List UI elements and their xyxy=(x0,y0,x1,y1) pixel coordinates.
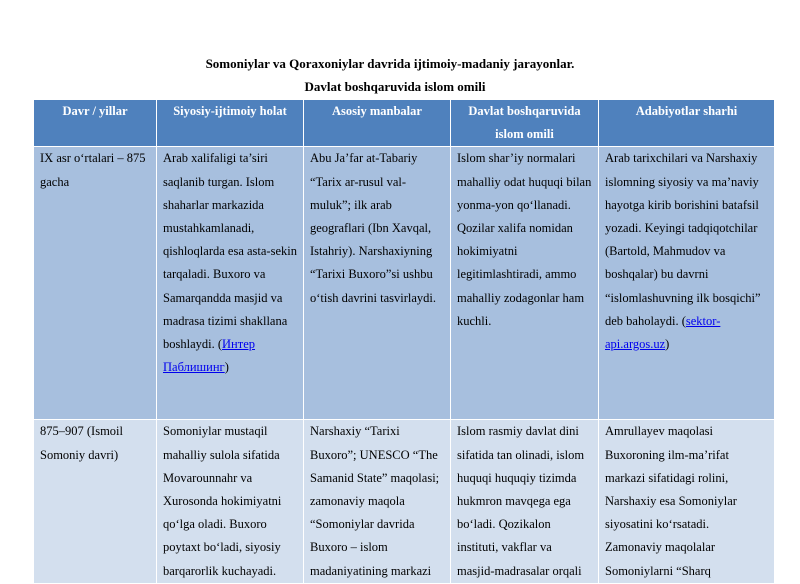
cell-literature-text: Arab tarixchilari va Narshaxiy islomning siyosiy va ma’naviy hayotga kirib borishini batafsil yozadi. Keyingi tadqiqotchilar (Bartold, Mahmudov va boshqalar) bu davrni “islomlashuvning ilk bosqichi” deb baholaydi. xyxy=(605,151,761,328)
cell-politics-text: Arab xalifaligi ta’siri saqlanib turgan. Islom shaharlar markazida mustahkamlanadi, qishloqlarda esa asta-sekin tarqaladi. Buxoro va Samarqandda masjid va madrasa tizimi shakllana boshlaydi. xyxy=(163,151,297,352)
cell-islam-factor: Islom shar’iy normalari mahalliy odat huquqi bilan yonma-yon qoʻllanadi. Qozilar xalifa nomidan hokimiyatni legitimlashtiradi, ammo mahalliy zodagonlar ham kuchli. xyxy=(451,147,599,420)
header-period: Davr / yillar xyxy=(34,100,157,147)
header-politics: Siyosiy-ijtimoiy holat xyxy=(157,100,304,147)
cell-politics: Arab xalifaligi ta’siri saqlanib turgan. Islom shaharlar markazida mustahkamlanadi, qishloqlarda esa asta-sekin tarqaladi. Buxoro va Samarqandda masjid va madrasa tizimi shakllana boshlaydi. (Интер Паблишинг) xyxy=(157,147,304,420)
cell-politics: Somoniylar mustaqil mahalliy sulola sifatida Movarounnahr va Xurosonda hokimiyatni qoʻlga oladi. Buxoro poytaxt boʻladi, siyosiy barqarorlik kuchayadi. xyxy=(157,420,304,583)
header-sources: Asosiy manbalar xyxy=(304,100,451,147)
cell-literature: Amrullayev maqolasi Buxoroning ilm-ma’rifat markazi sifatidagi rolini, Narshaxiy esa Somoniylar siyosatini koʻrsatadi. Zamonaviy maqolalar Somoniylarni “Sharq xyxy=(599,420,775,583)
header-literature: Adabiyotlar sharhi xyxy=(599,100,775,147)
history-table xyxy=(33,99,775,584)
cell-period: IX asr oʻrtalari – 875 gacha xyxy=(34,147,157,420)
table-row xyxy=(34,147,775,420)
header-islam-factor: Davlat boshqaruvida islom omili xyxy=(451,100,599,147)
cell-islam-factor: Islom rasmiy davlat dini sifatida tan olinadi, islom huquqi huquqiy tizimda hukmron mavqega ega boʻladi. Qozikalon instituti, vakflar va masjid-madrasalar orqali xyxy=(451,420,599,583)
source-link-inter-publishing[interactable]: Интер Паблишинг xyxy=(163,337,256,375)
table-row xyxy=(34,420,775,583)
cell-literature: Arab tarixchilari va Narshaxiy islomning siyosiy va ma’naviy hayotga kirib borishini batafsil yozadi. Keyingi tadqiqotchilar (Bartold, Mahmudov va boshqalar) bu davrni “islomlashuvning ilk bosqichi” deb baholaydi. (sektor-api.argos.uz) xyxy=(599,147,775,420)
document-subtitle: Davlat boshqaruvida islom omili xyxy=(304,79,486,94)
source-link-sektor-api[interactable]: sektor-api.argos.uz xyxy=(605,313,721,352)
cell-sources: Abu Ja’far at-Tabariy “Tarix ar-rusul val-muluk”; ilk arab geograflari (Ibn Xavqal, Istahriy). Narshaxiyning “Tarixi Buxoro”si ushbu oʻtish davrini tasvirlaydi. xyxy=(304,147,451,420)
cell-sources: Narshaxiy “Tarixi Buxoro”; UNESCO “The Samanid State” maqolasi; zamonaviy maqola “Somoniylar davrida Buxoro – islom madaniyatining markazi xyxy=(304,420,451,583)
table-header-row xyxy=(34,100,775,147)
document-title: Somoniylar va Qoraxoniylar davrida ijtimoiy-madaniy jarayonlar. xyxy=(205,56,575,71)
cell-period: 875–907 (Ismoil Somoniy davri) xyxy=(34,420,157,583)
